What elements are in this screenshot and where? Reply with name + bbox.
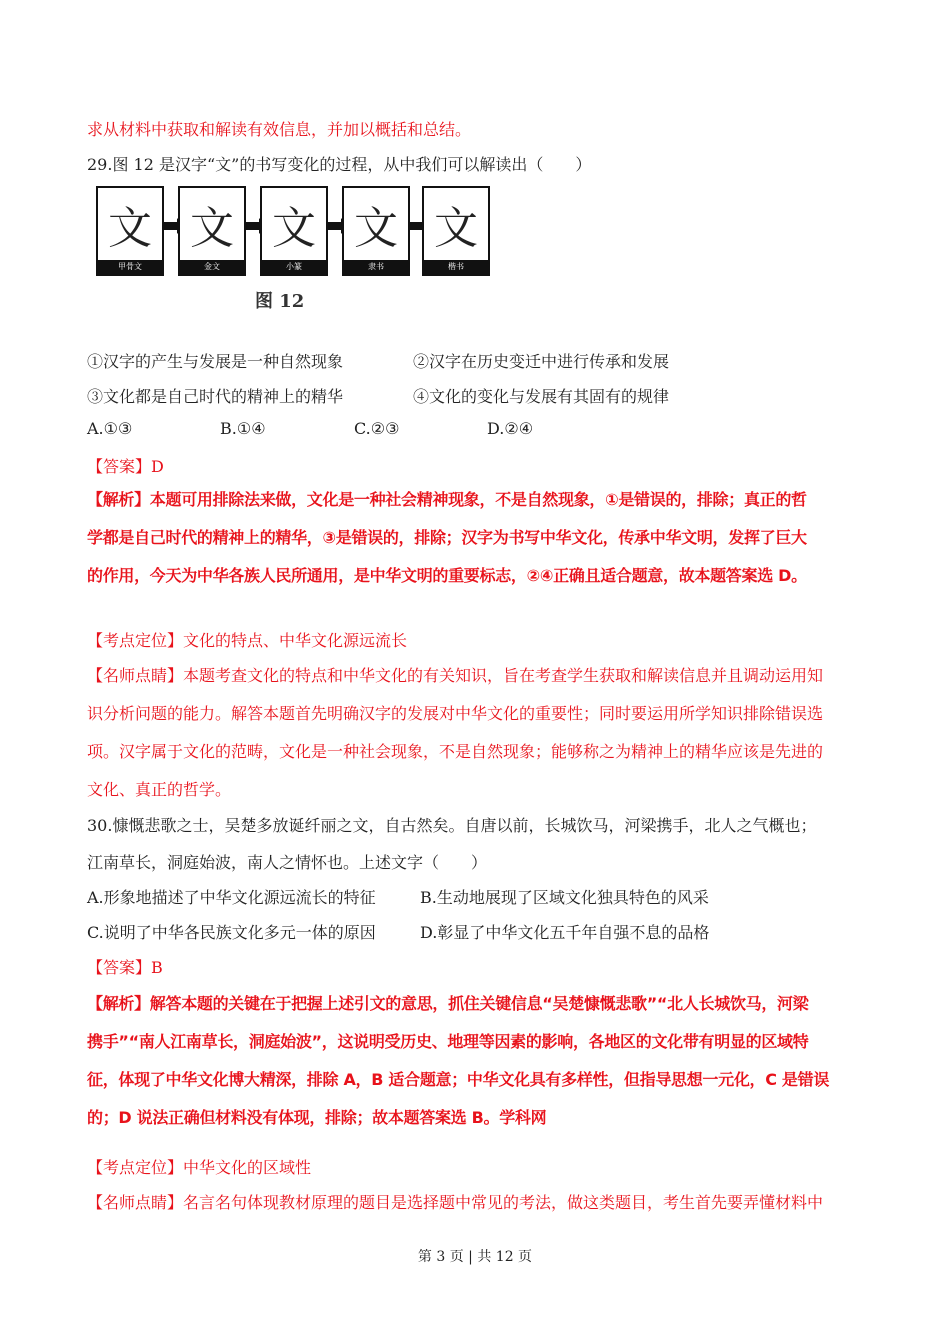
- q30-analysis: 【解析】解答本题的关键在于把握上述引文的意思，抓住关键信息“吴楚慷慨悲歌”“北人长城饮马，河梁: [87, 994, 809, 1013]
- q29-answer: 【答案】D: [87, 457, 164, 476]
- script-jiaguwen: 文 甲骨文: [96, 186, 164, 276]
- statement: ③文化都是自己时代的精神上的精华: [87, 387, 344, 406]
- option-d: D.②④: [487, 419, 534, 438]
- q29-analysis: 的作用，今天为中华各族人民所通用，是中华文明的重要标志，②④正确且适合题意，故本题答案选 D。: [87, 566, 807, 585]
- statement: ②汉字在历史变迁中进行传承和发展: [413, 352, 670, 371]
- script-kaishu: 文 楷书: [422, 186, 490, 276]
- q30-point: 【考点定位】中华文化的区域性: [87, 1158, 312, 1177]
- q29-tips: 项。汉字属于文化的范畴，文化是一种社会现象，不是自然现象；能够称之为精神上的精华应该是先进的: [87, 742, 824, 761]
- q30-answer: 【答案】B: [87, 958, 163, 977]
- arrow-icon: [162, 222, 178, 230]
- q29-analysis: 【解析】本题可用排除法来做，文化是一种社会精神现象，不是自然现象，①是错误的，排除；真正的哲: [87, 490, 807, 509]
- arrow-icon: [244, 222, 260, 230]
- q29-stem: 29.图 12 是汉字“文”的书写变化的过程，从中我们可以解读出（ ）: [87, 155, 592, 174]
- q29-tips: 识分析问题的能力。解答本题首先明确汉字的发展对中华文化的重要性；同时要运用所学知识排除错误选: [87, 704, 824, 723]
- script-xiaozhuan: 文 小篆: [260, 186, 328, 276]
- option-d: D.彰显了中华文化五千年自强不息的品格: [420, 923, 710, 942]
- option-b: B.生动地展现了区域文化独具特色的风采: [420, 888, 709, 907]
- q30-analysis: 征，体现了中华文化博大精深，排除 A，B 适合题意；中华文化具有多样性，但指导思想一元化，C 是错误: [87, 1070, 830, 1089]
- figure-12: [92, 186, 482, 276]
- q29-tips: 文化、真正的哲学。: [87, 780, 232, 799]
- q30-stem: 江南草长，洞庭始波，南人之情怀也。上述文字（ ）: [87, 853, 488, 872]
- figure-caption: 图 12: [255, 291, 305, 312]
- page-footer: 第 3 页 | 共 12 页: [417, 1249, 533, 1265]
- statement: ④文化的变化与发展有其固有的规律: [413, 387, 670, 406]
- script-lishu: 文 隶书: [342, 186, 410, 276]
- q30-analysis: 携手”“南人江南草长，洞庭始波”，这说明受历史、地理等因素的影响，各地区的文化带有明显的区域特: [87, 1032, 809, 1051]
- script-jinwen: 文 金文: [178, 186, 246, 276]
- q30-tips: 【名师点睛】名言名句体现教材原理的题目是选择题中常见的考法，做这类题目，考生首先要弄懂材料中: [87, 1193, 824, 1212]
- q30-stem: 30.慷慨悲歌之士，吴楚多放诞纤丽之文，自古然矣。自唐以前，长城饮马，河梁携手，北人之气概也；: [87, 816, 817, 835]
- option-c: C.②③: [354, 419, 400, 438]
- q29-point: 【考点定位】文化的特点、中华文化源远流长: [87, 631, 408, 650]
- q30-analysis: 的；D 说法正确但材料没有体现，排除；故本题答案选 B。学科网: [87, 1108, 547, 1127]
- q29-analysis: 学都是自己时代的精神上的精华，③是错误的，排除；汉字为书写中华文化，传承中华文明，发挥了巨大: [87, 528, 807, 547]
- statement: ①汉字的产生与发展是一种自然现象: [87, 352, 344, 371]
- intro-text: 求从材料中获取和解读有效信息，并加以概括和总结。: [87, 120, 472, 139]
- q29-tips: 【名师点睛】本题考查文化的特点和中华文化的有关知识，旨在考查学生获取和解读信息并且调动运用知: [87, 666, 824, 685]
- option-c: C.说明了中华各民族文化多元一体的原因: [87, 923, 376, 942]
- option-b: B.①④: [220, 419, 266, 438]
- option-a: A.①③: [87, 419, 133, 438]
- option-a: A.形象地描述了中华文化源远流长的特征: [87, 888, 376, 907]
- arrow-icon: [326, 222, 342, 230]
